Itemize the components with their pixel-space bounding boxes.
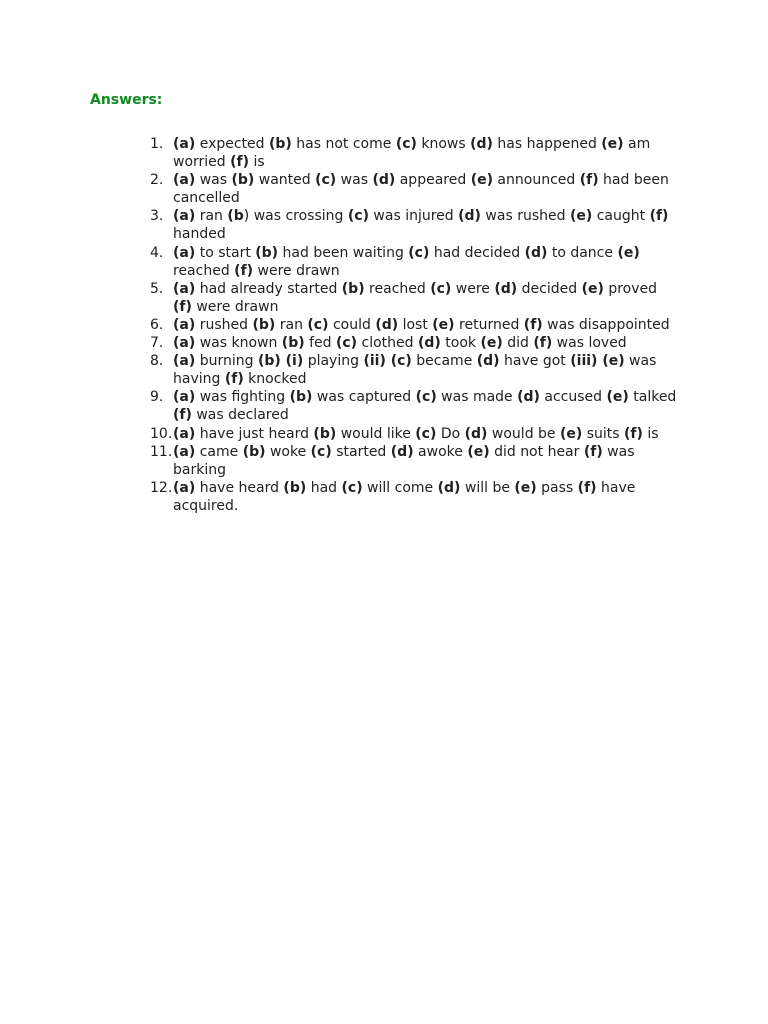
answer-part-text: fed [304,335,336,352]
answer-item [0,388,768,424]
answer-part-text: caught [592,208,650,225]
answer-part-label: (d) [375,316,399,333]
answer-number: 8. [150,353,164,370]
answer-part-text: pass [536,479,578,496]
answer-part-text: clothed [357,335,418,352]
answer-text [173,480,635,514]
answer-part-label: (c) [315,172,337,189]
answer-part-text: expected [195,136,269,152]
answer-item [0,207,768,243]
answer-part-label: (c) [341,479,363,496]
answer-part-label: (a) [173,479,196,496]
answer-part-text: was loved [552,335,627,352]
answer-part-text: would be [487,425,560,442]
answer-text [173,281,657,315]
answer-part-label: (c) [415,425,437,442]
answer-item [0,316,768,334]
answer-part-text: ran [275,316,308,333]
answer-part-text: was barking [173,443,635,478]
answer-part-label: (d) [458,208,481,225]
answer-part-text: were drawn [253,262,340,279]
answer-part-text: handed [173,226,226,243]
answer-item [0,443,768,479]
answer-item [0,280,768,316]
answer-text [173,353,656,387]
answer-part-label: (d) [437,479,461,496]
answer-text [173,426,659,442]
answer-part-label: (f) [230,154,250,171]
answer-part-text: have got [499,353,571,370]
answer-part-text: burning [195,353,258,370]
answer-part-label: (a) [173,172,196,189]
answer-part-text: am worried [173,136,651,171]
answer-part-text: could [328,316,376,333]
answer-part-text: was rushed [480,208,570,225]
answer-part-label: (d) [517,389,540,406]
answer-part-label: (c) [415,389,437,406]
answers-heading: Answers: [90,92,163,108]
answer-part-label: (f) [234,262,254,279]
answer-part-label: (f) [649,208,669,225]
answer-part-text: was fighting [195,389,290,406]
answer-number: 1. [150,136,164,152]
answer-part-text: ran [195,208,228,225]
answer-part-label: (b) [231,172,255,189]
answer-item [0,135,768,171]
answer-part-text: was known [195,335,282,352]
answer-part-label: (d) [470,136,493,152]
answer-part-label: (a) [173,280,196,297]
answer-part-label: (e) [601,136,624,152]
answer-part-label: (b) [255,244,279,261]
answer-part-text: wanted [254,172,316,189]
answer-part-text: reached [364,280,431,297]
answer-part-label: (b) [252,316,276,333]
answer-text [173,389,676,423]
answer-text [173,172,669,206]
answer-number: 3. [150,208,164,225]
answer-part-text: became [411,353,477,370]
answer-part-text: was having [173,353,657,388]
answer-part-label: (f) [533,335,553,352]
answer-part-text: was disappointed [542,316,670,333]
answer-part-label: (f) [579,172,599,189]
answers-list [0,135,768,515]
answer-text [173,335,627,351]
answer-part-label: (e) [467,443,490,460]
answer-part-text: announced [492,172,580,189]
answer-part-text: took [440,335,481,352]
answer-part-label: (a) [173,425,196,442]
answer-part-label: (a) [173,335,196,352]
answer-part-label: (e) [606,389,629,406]
answer-part-label: (a) [173,353,196,370]
answer-part-text: started [331,443,391,460]
answer-part-label: (f) [173,407,192,424]
answer-part-text: woke [265,443,311,460]
answer-number: 5. [150,280,164,297]
answer-text [173,208,668,242]
answer-part-label: (c) [310,443,332,460]
answer-part-label: (a) [173,208,196,225]
answer-part-label: (b) [269,136,292,152]
answer-number: 9. [150,389,164,406]
answer-number: 12. [150,479,173,496]
answer-part-label: (c) [335,335,358,352]
answer-part-label: (d) [418,335,441,352]
answer-part-label: (d) [464,425,488,442]
answer-part-label: (c) [430,280,452,297]
answer-part-label: (iii) (e) [570,353,625,370]
answer-number: 7. [150,335,164,352]
answer-part-label: (c) [395,136,417,152]
answer-part-label: (e) [559,425,583,442]
answer-part-text: awoke [413,443,468,460]
answer-part-label: (b) [341,280,365,297]
answer-part-text: was [195,172,232,189]
answer-item [0,171,768,207]
answer-item [0,244,768,280]
answer-part-label: (a) [173,389,196,406]
answer-part-text: talked [628,389,677,406]
answer-part-text: to start [195,244,256,261]
answer-part-text: did not hear [489,443,584,460]
answer-number: 10. [150,425,173,442]
answer-part-text: were drawn [191,298,279,315]
answer-part-text: did [502,335,534,352]
answer-part-text: have just heard [195,425,314,442]
answer-part-text: would like [336,425,416,442]
answer-number: 2. [150,172,164,189]
answer-part-text: will come [362,479,438,496]
answer-part-text: were [451,280,495,297]
answer-part-label: (b) [242,443,266,460]
answer-part-text: had [306,479,342,496]
answer-part-text: appeared [395,172,471,189]
answer-part-text: was declared [191,407,289,424]
answer-part-text: is [249,154,265,171]
answer-part-text: lost [398,316,433,333]
answer-part-text: accused [539,389,607,406]
answer-part-label: (e) [617,244,640,261]
answer-part-label: (e) [470,172,493,189]
answer-part-text: had been waiting [278,244,409,261]
answer-part-label: (b) (i) [257,353,304,370]
answer-part-text: was [336,172,373,189]
answer-part-label: (f) [577,479,597,496]
answer-part-text: Do [436,425,465,442]
answer-part-text: suits [582,425,625,442]
answer-text [173,245,640,279]
answer-text [173,444,635,478]
answer-part-text: reached [173,262,235,279]
answer-part-text: rushed [195,316,253,333]
answer-text [173,317,670,333]
answer-part-text: had already started [195,280,342,297]
answer-item [0,425,768,443]
answer-part-text: had decided [429,244,525,261]
answer-part-label: (e) [581,280,604,297]
answer-part-label: (c) [347,208,369,225]
answer-number: 4. [150,244,164,261]
answer-part-text: was made [436,389,518,406]
answer-part-text: was captured [312,389,416,406]
answer-part-label: (b) [289,389,313,406]
answer-part-label: (e) [514,479,537,496]
answer-part-text: will be [460,479,515,496]
answer-part-label: (c) [408,244,430,261]
answer-number: 11. [150,443,173,460]
answer-part-text: ) was crossing [243,208,348,225]
answer-number: 6. [150,316,164,333]
answer-part-label: (a) [173,443,196,460]
answer-part-text: has happened [492,136,602,152]
answer-item [0,479,768,515]
answer-part-text: had been cancelled [173,172,669,207]
answer-item [0,352,768,388]
answer-part-text: returned [454,316,524,333]
answer-part-text: knows [416,136,471,152]
answer-part-label: (d) [476,353,500,370]
answer-part-text: to dance [547,244,618,261]
answer-text [173,136,650,170]
answer-part-text: knocked [243,371,307,388]
answer-item [0,334,768,352]
answer-part-text: proved [603,280,658,297]
answer-part-label: (d) [524,244,548,261]
answer-part-label: (d) [372,172,396,189]
answer-part-text: have heard [195,479,284,496]
answer-part-label: (a) [173,244,196,261]
answer-part-label: (d) [494,280,518,297]
answer-part-text: have acquired. [173,479,636,514]
answer-part-text: has not come [291,136,396,152]
answer-part-label: (e) [432,316,455,333]
answer-part-label: (e) [480,335,503,352]
answer-part-text: decided [517,280,582,297]
answer-part-label: (a) [173,136,196,152]
answer-part-label: (f) [224,371,244,388]
answer-part-label: (b) [313,425,337,442]
answer-part-label: (f) [523,316,543,333]
answer-part-label: (ii) (c) [363,353,412,370]
answer-part-label: (e) [569,208,593,225]
answer-part-label: (f) [173,298,192,315]
answer-part-text: is [642,425,659,442]
answer-part-text: was injured [368,208,459,225]
answer-part-label: (f) [583,443,603,460]
answer-part-label: (b) [283,479,307,496]
answer-part-label: (c) [307,316,329,333]
answer-part-label: (b [227,208,244,225]
answer-part-text: playing [303,353,364,370]
answer-part-label: (a) [173,316,196,333]
answer-part-label: (b) [281,335,305,352]
answer-part-text: came [195,443,243,460]
answer-part-label: (d) [390,443,414,460]
answer-part-label: (f) [624,425,643,442]
